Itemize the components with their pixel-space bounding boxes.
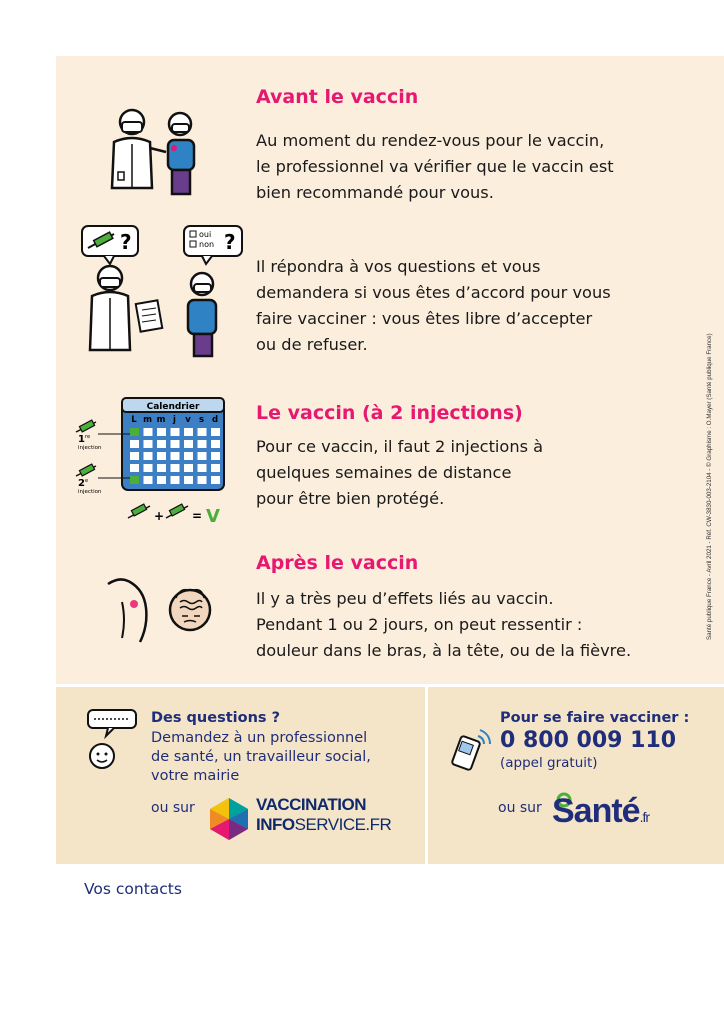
svg-text:injection: injection — [78, 445, 102, 451]
calendar-cell — [184, 476, 193, 484]
calendar-cell — [184, 464, 193, 472]
syringe-icon — [128, 504, 150, 518]
svg-text:=: = — [192, 509, 203, 523]
calendar-cell — [157, 452, 166, 460]
check-icon: V — [206, 506, 220, 527]
consent-dialog-illustration — [80, 222, 250, 362]
svg-text:?: ? — [224, 230, 236, 254]
section-text-avant — [256, 128, 676, 206]
text-line: pour être bien protégé. — [256, 489, 445, 508]
vaccination-logo-line2[interactable]: INFOSERVICE.FR — [256, 815, 392, 834]
calendar-day-label: L — [131, 415, 137, 425]
text-line: Il répondra à vos questions et vous — [256, 257, 541, 276]
svg-text:1: 1 — [78, 434, 85, 445]
section-text-questions — [256, 254, 676, 358]
ou-sur-label: ou sur — [151, 800, 195, 816]
section-text-vaccin — [256, 434, 676, 512]
side-effects-illustration — [104, 572, 224, 652]
text-line: Demandez à un professionnel — [151, 730, 368, 746]
svg-text:Calendrier: Calendrier — [146, 402, 200, 412]
panel-divider-vertical — [425, 686, 428, 864]
svg-text:injection: injection — [78, 489, 102, 495]
vaccinate-title: Pour se faire vacciner : — [500, 710, 690, 726]
calendar-cell — [130, 464, 139, 472]
questions-text — [151, 729, 371, 786]
calendar-cell — [211, 452, 220, 460]
calendar-cell — [211, 476, 220, 484]
calendar-cell — [157, 476, 166, 484]
calendar-cell — [198, 464, 207, 472]
calendar-cell — [198, 428, 207, 436]
calendar-day-label: s — [198, 415, 205, 425]
calendar-day-label: v — [185, 415, 191, 425]
panel-divider-horizontal — [56, 684, 724, 687]
calendar-cell — [198, 440, 207, 448]
calendar-day-label: d — [211, 415, 219, 425]
doctor-patient-illustration — [96, 100, 216, 200]
calendar-day-label: m — [143, 415, 152, 425]
text-line: Pendant 1 ou 2 jours, on peut ressentir : — [256, 615, 583, 634]
calendar-cell — [144, 464, 153, 472]
text-line: douleur dans le bras, à la tête, ou de la fièvre. — [256, 641, 632, 660]
vaccination-info-service-logo-icon[interactable] — [206, 796, 252, 842]
section-text-apres — [256, 586, 676, 664]
section-title-avant: Avant le vaccin — [256, 86, 419, 108]
calendar-cell — [157, 428, 166, 436]
speech-bubble-face-icon — [84, 708, 140, 772]
credit-text: Santé publique France - Avril 2021 - Réf. CW-3830-003-2104 - © Graphisme : O.Mayer (Santé publique France) — [706, 333, 713, 640]
svg-text:?: ? — [120, 230, 132, 254]
calendar-day-label: j — [173, 415, 176, 425]
text-line: de santé, un travailleur social, — [151, 749, 371, 765]
text-line: ou de refuser. — [256, 335, 368, 354]
calendar-cell — [198, 476, 207, 484]
calendar-cell — [144, 428, 153, 436]
calendar-cell — [144, 452, 153, 460]
calendar-cell — [130, 452, 139, 460]
text-line: faire vacciner : vous êtes libre d’accepter — [256, 309, 593, 328]
calendar-cell — [171, 428, 180, 436]
sante-fr-logo[interactable]: Santé.fr — [552, 792, 650, 830]
text-line: Il y a très peu d’effets liés au vaccin. — [256, 589, 554, 608]
text-line: quelques semaines de distance — [256, 463, 512, 482]
calendar-injection-cell — [130, 428, 139, 436]
calendar-cell — [184, 440, 193, 448]
calendar-cell — [144, 476, 153, 484]
calendar-injection-cell — [130, 476, 139, 484]
svg-text:e: e — [85, 478, 89, 484]
phone-note: (appel gratuit) — [500, 755, 598, 771]
contacts-label: Vos contacts — [84, 880, 182, 898]
calendar-cell — [157, 440, 166, 448]
text-line: le professionnel va vérifier que le vaccin est — [256, 157, 614, 176]
vaccination-logo-line1[interactable]: VACCINATION — [256, 795, 367, 814]
calendar-cell — [171, 440, 180, 448]
calendar-cell — [157, 464, 166, 472]
calendar-illustration — [74, 394, 244, 530]
text-line: bien recommandé pour vous. — [256, 183, 494, 202]
calendar-cell — [211, 428, 220, 436]
svg-text:non: non — [199, 240, 215, 249]
syringe-icon — [76, 464, 96, 476]
section-title-apres: Après le vaccin — [256, 552, 419, 574]
text-line: Au moment du rendez-vous pour le vaccin, — [256, 131, 605, 150]
questions-title: Des questions ? — [151, 710, 280, 726]
calendar-cell — [211, 440, 220, 448]
svg-text:oui: oui — [199, 230, 212, 239]
calendar-cell — [198, 452, 207, 460]
svg-text:re: re — [85, 434, 91, 440]
phone-number[interactable]: 0 800 009 110 — [500, 728, 677, 753]
svg-text:2: 2 — [78, 478, 85, 489]
text-line: votre mairie — [151, 768, 240, 784]
syringe-icon — [166, 504, 188, 518]
calendar-cell — [171, 452, 180, 460]
calendar-cell — [171, 464, 180, 472]
calendar-cell — [211, 464, 220, 472]
calendar-cell — [184, 428, 193, 436]
calendar-day-label: m — [156, 415, 166, 425]
syringe-icon — [76, 420, 96, 432]
text-line: demandera si vous êtes d’accord pour vous — [256, 283, 611, 302]
calendar-cell — [130, 440, 139, 448]
ou-sur-label: ou sur — [498, 800, 542, 816]
calendar-cell — [184, 452, 193, 460]
calendar-cell — [144, 440, 153, 448]
phone-icon — [450, 728, 494, 772]
calendar-cell — [171, 476, 180, 484]
text-line: Pour ce vaccin, il faut 2 injections à — [256, 437, 544, 456]
svg-text:+: + — [154, 509, 165, 523]
section-title-vaccin: Le vaccin (à 2 injections) — [256, 402, 523, 424]
